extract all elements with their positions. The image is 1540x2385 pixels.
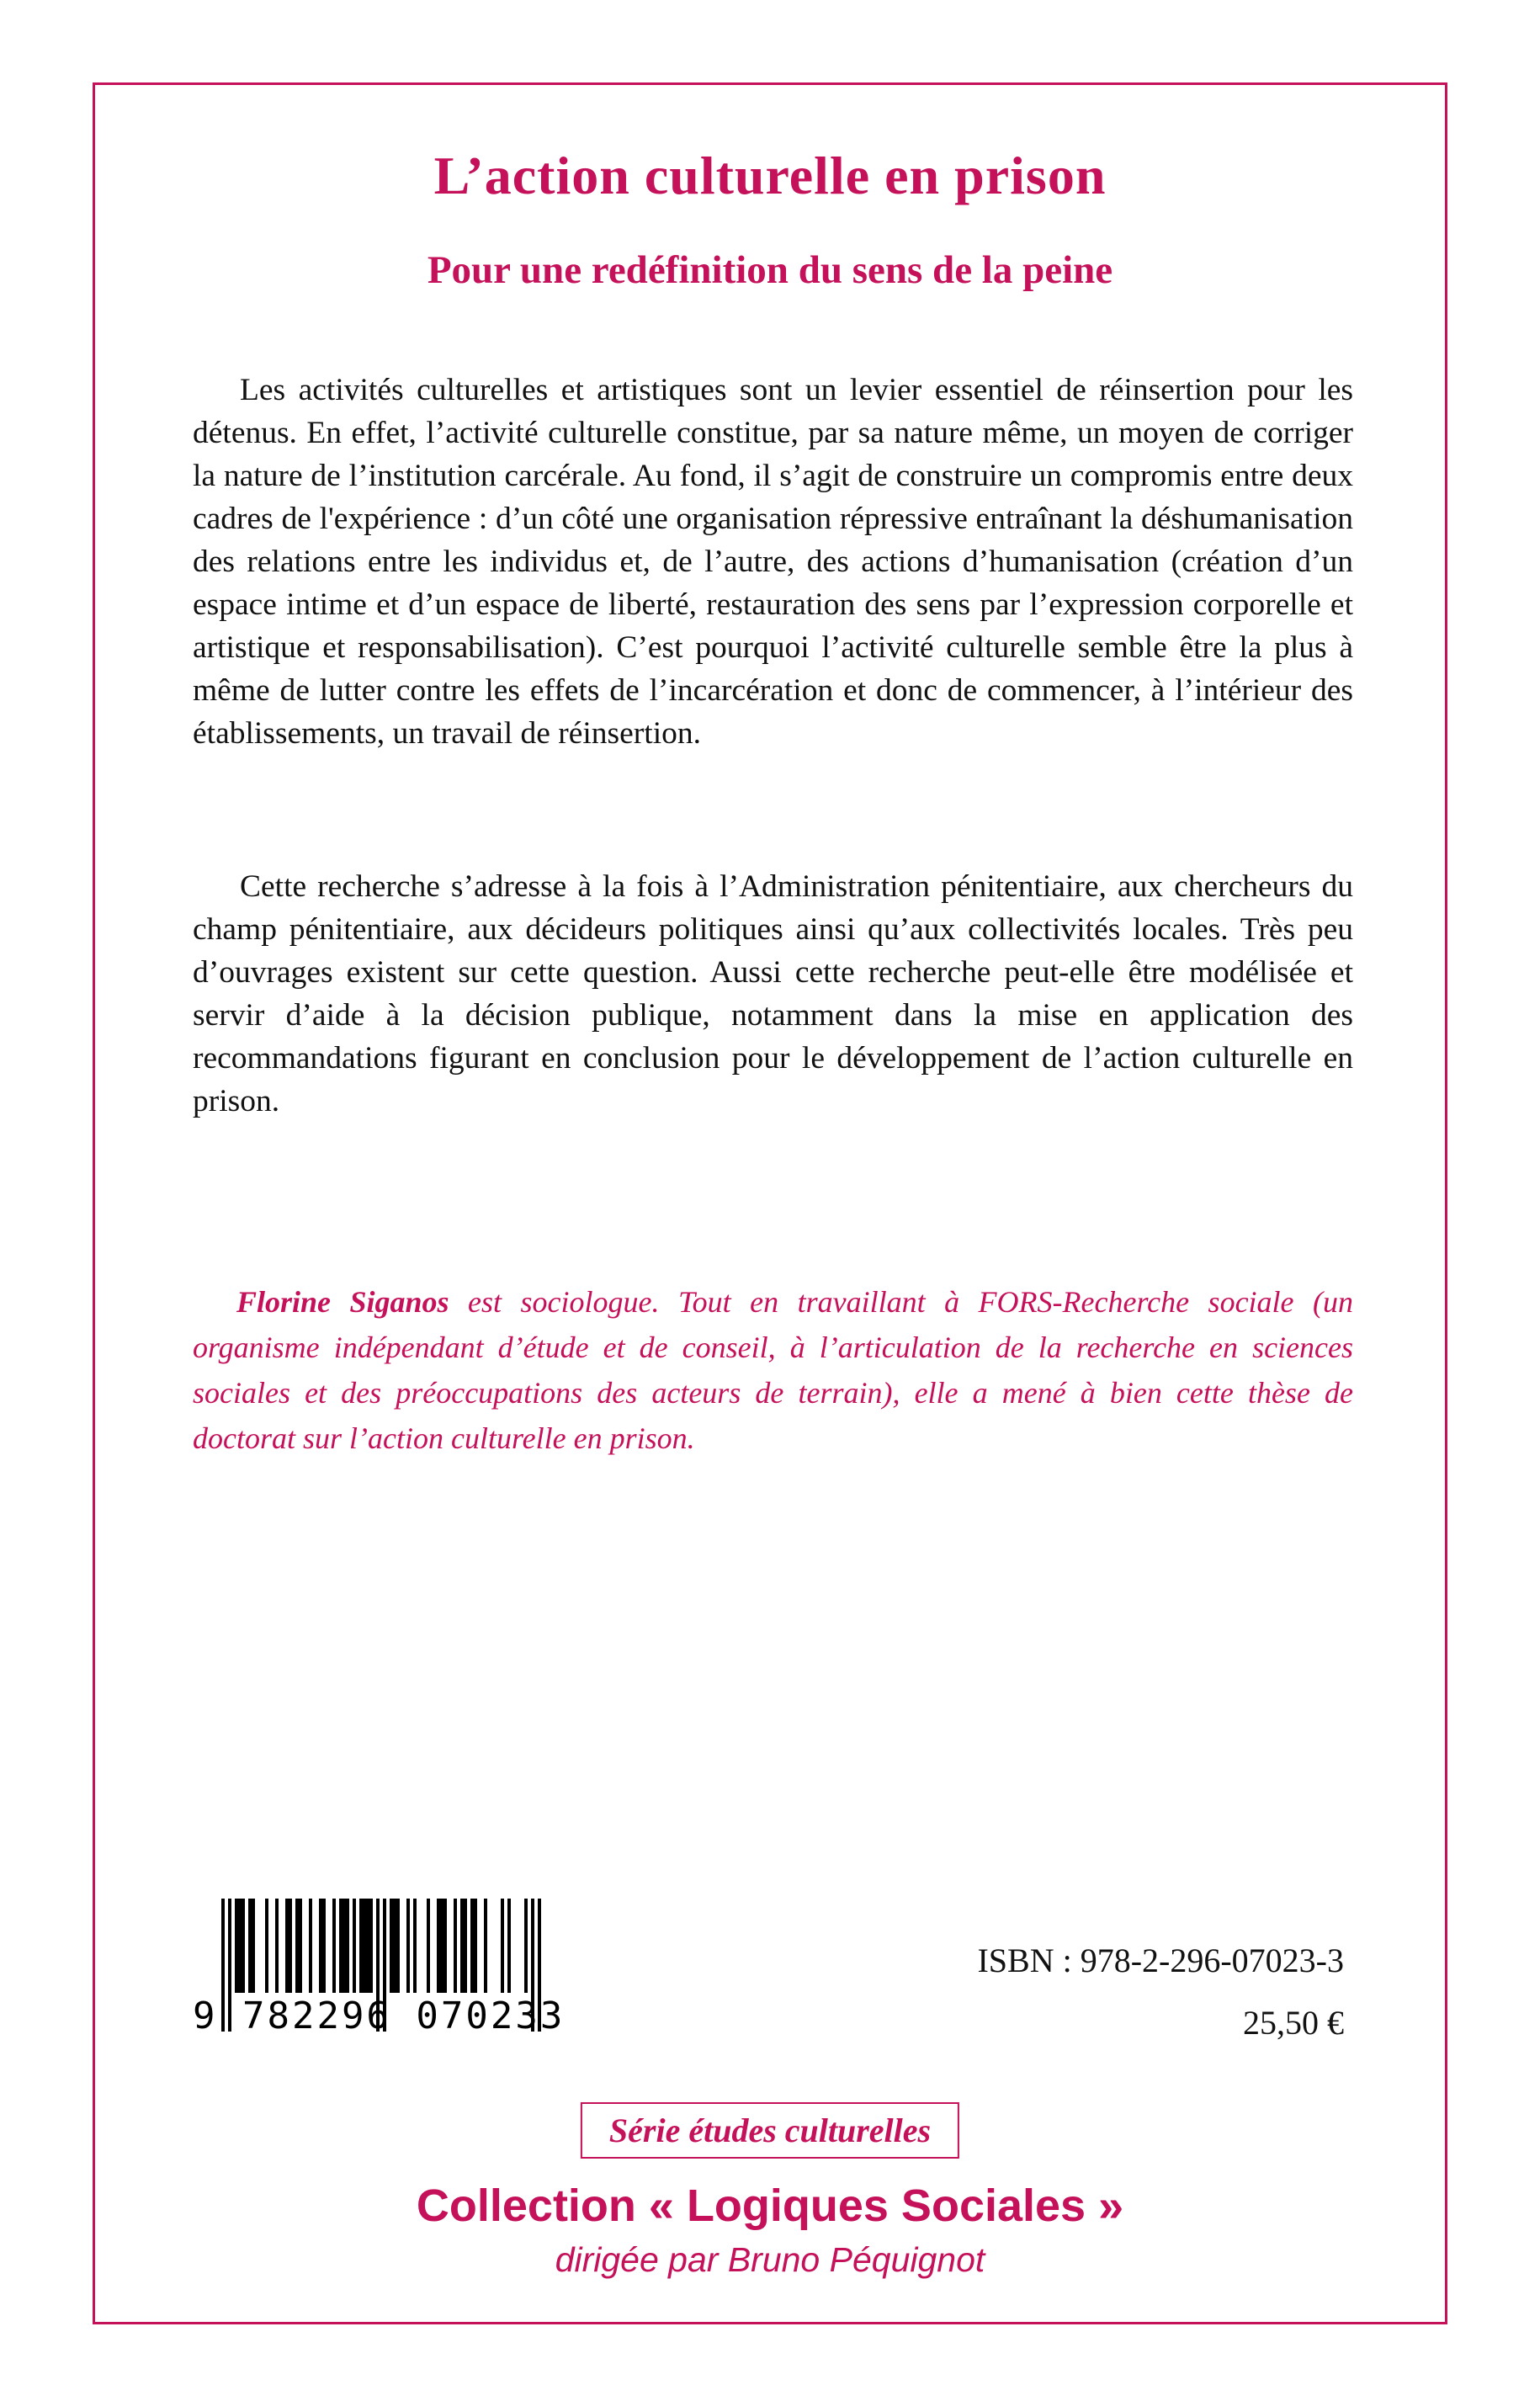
price-text: 25,50 € <box>1243 2004 1344 2042</box>
collection-label: Collection « Logiques Sociales » <box>416 2180 1124 2231</box>
author-name: Florine Siganos <box>236 1285 449 1319</box>
synopsis-paragraph-1: Les activités culturelles et artistiques sont un levier essentiel de réinsertion pour les détenus. En effet, l’activité culturelle constitue, par sa nature même, un moyen de corriger la nature de l’institution carcérale. Au fond, il s’agit de construire un compromis entre deux cadres de l'expérience : d’un côté une organisation répressive entraînant la déshumanisation des relations entre les individus et, de l’autre, des actions d’humanisation (création d’un espace intime et d’un espace de liberté, restauration des sens par l’expression corporelle et artistique et responsabilisation). C’est pourquoi l’activité culturelle semble être la plus à même de lutter contre les effets de l’incarcération et donc de commencer, à l’intérieur des établissements, un travail de réinsertion. <box>193 373 1353 751</box>
author-bio <box>193 1279 1353 1461</box>
author-bio-text: est sociologue. Tout en travaillant à FORS-Recherche sociale (un organisme indépendant d’étude et de conseil, à l’articulation de la recherche en sciences sociales et des préoccupations des acteurs de terrain), elle a mené à bien cette thèse de doctorat sur l’action culturelle en prison. <box>193 1285 1353 1455</box>
series-label: Série études culturelles <box>608 2111 932 2149</box>
series-box <box>581 2102 959 2159</box>
book-title: L’action culturelle en prison <box>433 146 1107 205</box>
barcode <box>193 1899 566 2043</box>
director-label: dirigée par Bruno Péquignot <box>555 2240 985 2279</box>
synopsis-paragraph-2: Cette recherche s’adresse à la fois à l’Administration pénitentiaire, aux chercheurs du champ pénitentiaire, aux décideurs politiques ainsi qu’aux collectivités locales. Très peu d’ouvrages existent sur cette question. Aussi cette recherche peut-elle être modélisée et servir d’aide à la décision publique, notamment dans la mise en application des recommandations figurant en conclusion pour le développement de l’action culturelle en prison. <box>193 869 1353 1118</box>
book-subtitle: Pour une redéfinition du sens de la peine <box>427 248 1113 292</box>
isbn-text: ISBN : 978-2-296-07023-3 <box>977 1941 1344 1979</box>
barcode-digits: 9 782296 070233 <box>193 1995 566 2037</box>
